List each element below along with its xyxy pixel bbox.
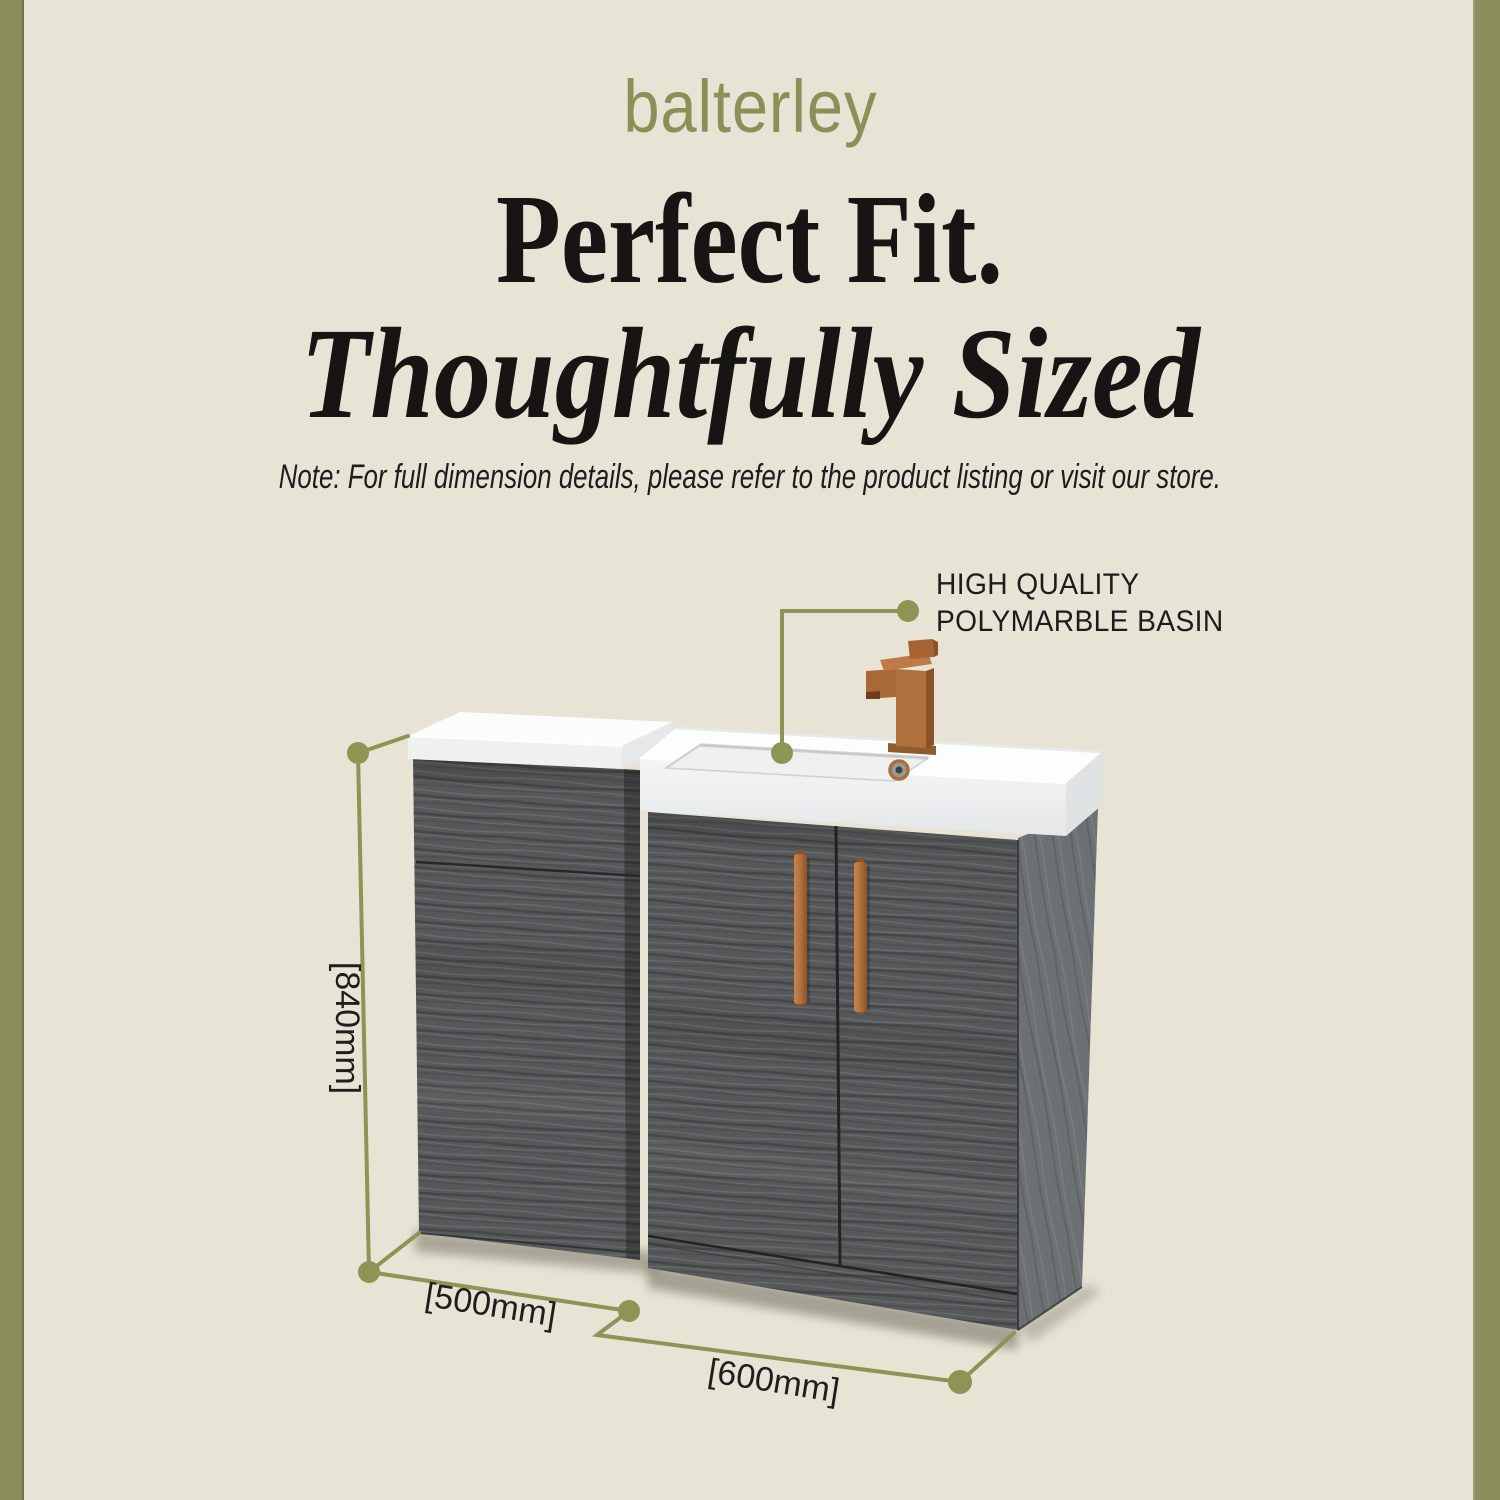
copper-door-handle-right: [854, 858, 870, 1014]
height-dimension-label: [840mm]: [328, 961, 366, 1095]
callout-line-2: POLYMARBLE BASIN: [936, 605, 1224, 638]
brand-logo-text: balterley: [622, 65, 878, 148]
callout-line-1: HIGH QUALITY: [936, 568, 1140, 601]
dimension-dot: [618, 1300, 640, 1322]
dimension-dot: [948, 1370, 972, 1394]
wc-worktop: [408, 712, 672, 769]
callout-dot-text-end: [897, 600, 919, 622]
wc-unit: [408, 712, 672, 1260]
copper-door-handle-left: [794, 850, 810, 1006]
page-subtitle: Thoughtfully Sized: [300, 302, 1200, 446]
page-title: Perfect Fit.: [496, 168, 1004, 310]
wc-unit-front-panel: [413, 757, 640, 1260]
copper-tap: [866, 639, 938, 755]
dimension-dot: [358, 1261, 380, 1283]
note-line: Note: For full dimension details, please refer to the product listing or visit our store.: [278, 458, 1222, 496]
vanity-side-panel: [1018, 806, 1098, 1330]
basin-vanity-unit: [640, 639, 1102, 1330]
left-width-dimension-label: [500mm]: [422, 1276, 560, 1335]
callout-dot-basin-end: [771, 742, 793, 764]
dimension-dot: [347, 742, 369, 764]
right-width-dimension-label: [600mm]: [705, 1352, 843, 1411]
